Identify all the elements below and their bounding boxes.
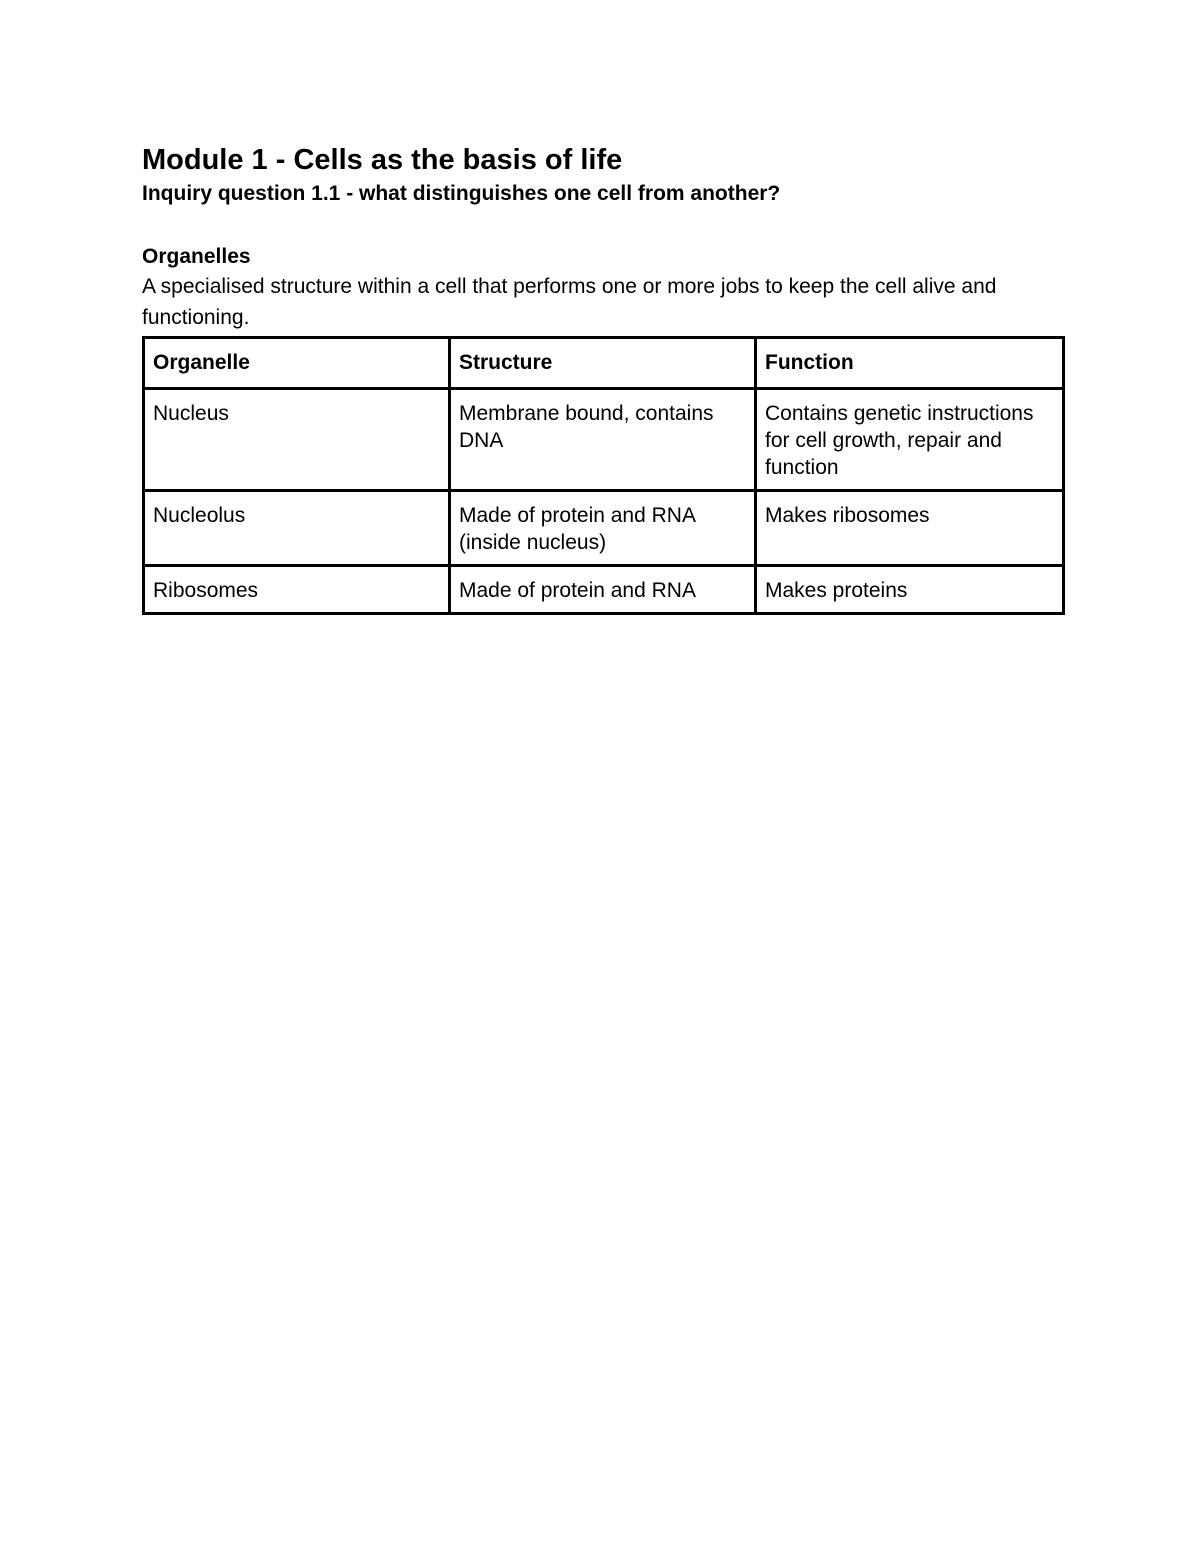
column-header-organelle: Organelle <box>144 338 450 389</box>
inquiry-question: Inquiry question 1.1 - what distinguishes one cell from another? <box>142 182 781 205</box>
page-title: Module 1 - Cells as the basis of life <box>142 144 623 176</box>
table-cell-organelle: Nucleus <box>144 389 450 491</box>
column-header-function: Function <box>756 338 1064 389</box>
table-cell-function: Contains genetic instructions for cell growth, repair and function <box>756 389 1064 491</box>
table-cell-function: Makes ribosomes <box>756 491 1064 566</box>
spacer <box>142 208 1062 243</box>
table-header-row <box>144 338 1064 389</box>
table-cell-organelle: Nucleolus <box>144 491 450 566</box>
organelles-table <box>142 336 1065 615</box>
table-cell-structure: Made of protein and RNA <box>450 566 756 614</box>
table-cell-function: Makes proteins <box>756 566 1064 614</box>
table-row <box>144 491 1064 566</box>
document-page <box>142 140 1062 615</box>
section-heading: Organelles <box>142 245 251 268</box>
table-cell-organelle: Ribosomes <box>144 566 450 614</box>
table-row <box>144 389 1064 491</box>
table-cell-structure: Membrane bound, contains DNA <box>450 389 756 491</box>
table-cell-structure: Made of protein and RNA (inside nucleus) <box>450 491 756 566</box>
section-definition: A specialised structure within a cell that performs one or more jobs to keep the cell alive and functioning. <box>142 275 997 329</box>
column-header-structure: Structure <box>450 338 756 389</box>
table-row <box>144 566 1064 614</box>
